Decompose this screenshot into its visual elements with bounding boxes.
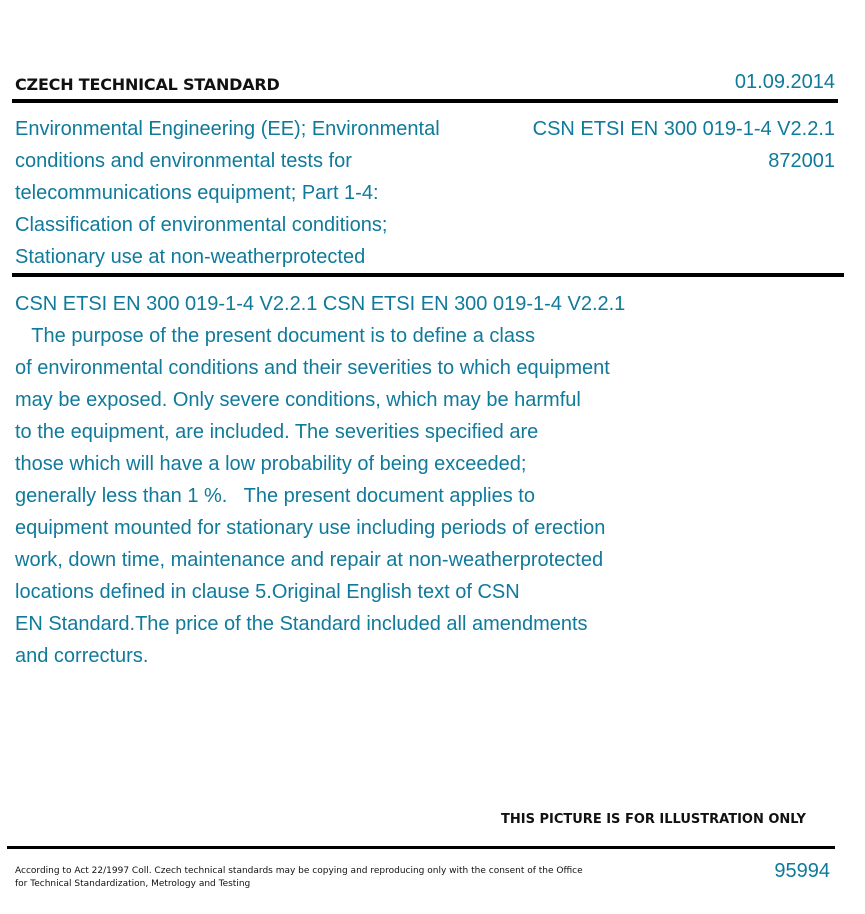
footer-divider [7,846,835,849]
standard-code: CSN ETSI EN 300 019-1-4 V2.2.1 [532,118,835,140]
top-divider [12,99,838,103]
abstract-line: of environmental conditions and their severities to which equipment [15,357,610,379]
title-line: Stationary use at non-weatherprotected [15,246,366,268]
abstract-line: those which will have a low probability of being exceeded; [15,453,527,475]
title-line: conditions and environmental tests for [15,150,352,172]
copyright-note [15,865,585,891]
abstract-line: may be exposed. Only severe conditions, which may be harmful [15,389,581,411]
abstract-line: generally less than 1 %. The present document applies to [15,485,535,507]
document-type-heading: CZECH TECHNICAL STANDARD [15,75,280,94]
standard-title [15,113,485,273]
abstract-line: and correcturs. [15,645,149,667]
illustration-disclaimer: THIS PICTURE IS FOR ILLUSTRATION ONLY [501,812,806,827]
standard-designation [533,113,835,177]
publication-date: 01.09.2014 [734,71,835,93]
title-line: telecommunications equipment; Part 1-4: [15,182,379,204]
copyright-line: According to Act 22/1997 Coll. Czech technical standards may be copying and reproducing only with the consent of the Office [15,866,583,876]
abstract-line: CSN ETSI EN 300 019-1-4 V2.2.1 CSN ETSI EN 300 019-1-4 V2.2.1 [15,293,626,315]
title-line: Classification of environmental conditions; [15,214,388,236]
abstract-line: locations defined in clause 5.Original English text of CSN [15,581,520,603]
abstract-text [15,288,715,672]
copyright-line: for Technical Standardization, Metrology and Testing [15,879,251,889]
abstract-line: EN Standard.The price of the Standard included all amendments [15,613,588,635]
page-number: 95994 [774,860,830,882]
abstract-line: The purpose of the present document is to define a class [15,325,535,347]
title-divider [12,273,844,277]
class-number: 872001 [768,150,835,172]
abstract-line: equipment mounted for stationary use including periods of erection [15,517,606,539]
abstract-line: work, down time, maintenance and repair at non-weatherprotected [15,549,604,571]
abstract-line: to the equipment, are included. The severities specified are [15,421,539,443]
title-line: Environmental Engineering (EE); Environmental [15,118,440,140]
